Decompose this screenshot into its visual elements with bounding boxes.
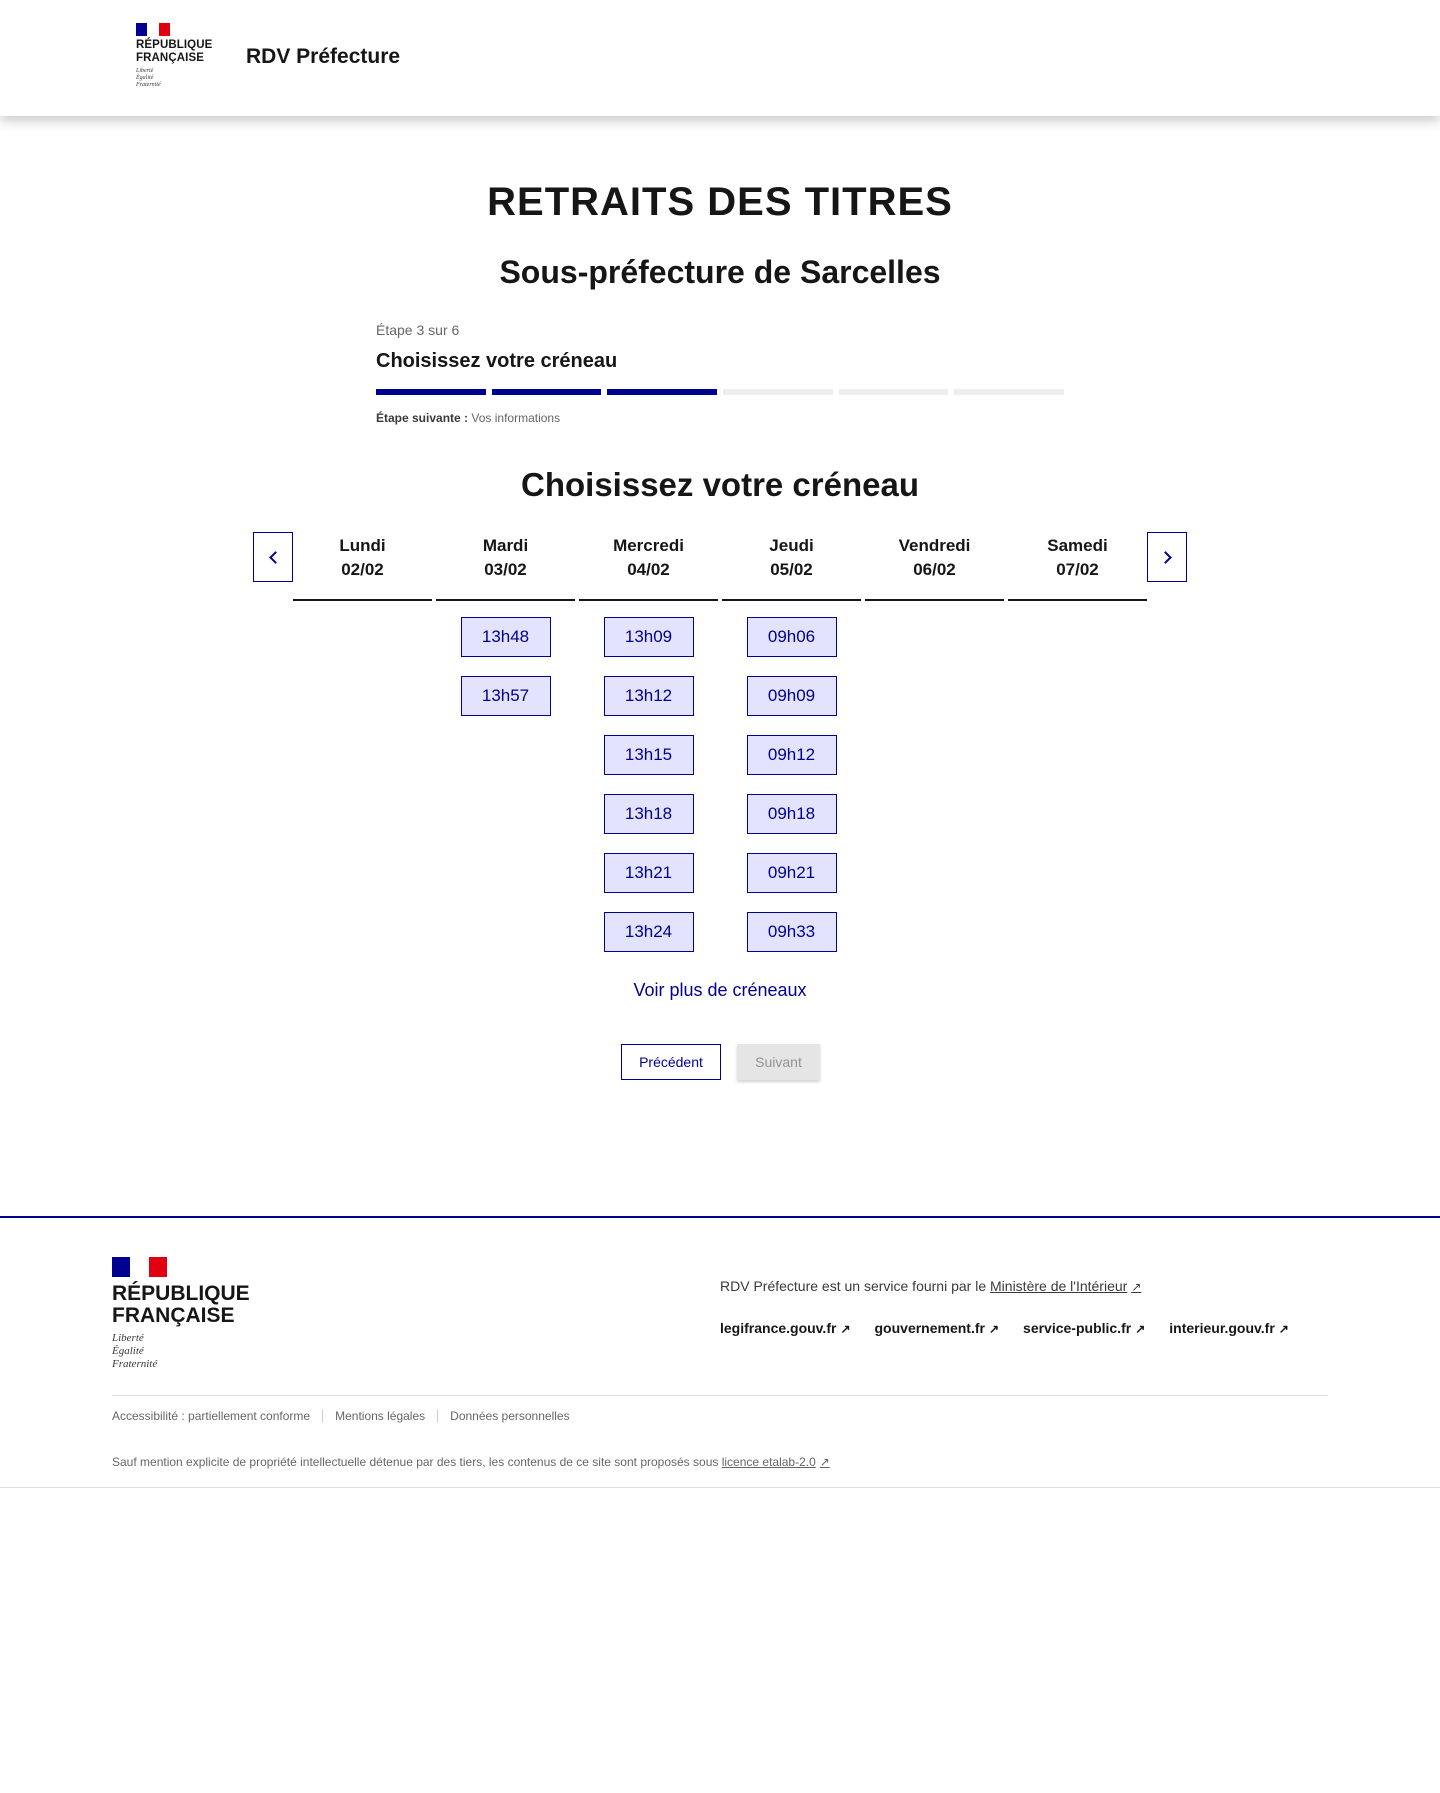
day-date: 02/02 <box>341 560 384 579</box>
footer-link-interieur[interactable] <box>1169 1320 1289 1336</box>
slot-picker-title: Choisissez votre créneau <box>521 466 919 503</box>
footer-logo-motto <box>112 1332 250 1371</box>
footer-link-legifrance[interactable] <box>720 1320 851 1336</box>
slot-calendar <box>293 532 1147 952</box>
day-column <box>579 532 718 952</box>
ministry-link-label: Ministère de l'Intérieur <box>990 1278 1128 1294</box>
logo-text <box>136 39 218 65</box>
day-header <box>722 532 861 601</box>
time-slot-button[interactable]: 13h48 <box>461 617 551 657</box>
day-name: Mardi <box>482 536 529 555</box>
time-slot-button[interactable]: 13h09 <box>604 617 694 657</box>
footer-logo-text <box>112 1283 250 1327</box>
day-column <box>293 532 432 952</box>
day-name: Jeudi <box>769 536 814 555</box>
stepper-segment <box>607 389 717 395</box>
footer-bottom-link[interactable]: Mentions légales <box>322 1409 437 1423</box>
stepper-progress <box>376 389 1064 395</box>
republique-francaise-logo[interactable] <box>136 23 218 89</box>
external-link-icon: ↗ <box>1131 1280 1142 1294</box>
license-text: Sauf mention explicite de propriété intellectuelle détenue par des tiers, les contenus de ce site sont proposés sous <box>112 1455 719 1469</box>
footer-motto-egalite: Égalité <box>112 1345 144 1357</box>
footer-bottom-link[interactable]: Accessibilité : partiellement conforme <box>112 1409 311 1423</box>
day-name: Vendredi <box>898 536 971 555</box>
slot-list <box>293 601 432 617</box>
day-date: 06/02 <box>913 560 956 579</box>
slot-list <box>1008 601 1147 617</box>
time-slot-button[interactable]: 13h15 <box>604 735 694 775</box>
motto-egalite: Égalité <box>136 75 154 81</box>
footer-bottom-link[interactable]: Données personnelles <box>437 1409 581 1423</box>
external-link-icon: ↗ <box>988 1322 1000 1336</box>
site-name[interactable]: RDV Préfecture <box>246 45 401 68</box>
external-link-icon: ↗ <box>819 1455 830 1469</box>
stepper-segment <box>954 389 1064 395</box>
motto-fraternite: Fraternité <box>136 82 161 88</box>
external-link-icon: ↗ <box>840 1322 851 1336</box>
day-header <box>579 532 718 601</box>
marianne-flag-icon <box>136 23 170 36</box>
day-name: Lundi <box>339 536 386 555</box>
license-link[interactable] <box>722 1455 830 1469</box>
footer-republique-francaise-logo[interactable] <box>112 1257 250 1371</box>
footer-link-label: interieur.gouv.fr <box>1169 1320 1275 1336</box>
footer-link-gouvernement[interactable] <box>875 1320 1000 1336</box>
time-slot-button[interactable]: 09h18 <box>747 794 837 834</box>
stepper-next <box>376 411 1064 425</box>
footer-link-service-public[interactable] <box>1023 1320 1145 1336</box>
form-actions <box>621 1044 820 1080</box>
logo-line-2: FRANÇAISE <box>136 52 204 64</box>
logo-line-1: RÉPUBLIQUE <box>136 39 213 51</box>
slot-list <box>865 601 1004 617</box>
time-slot-button[interactable]: 09h09 <box>747 676 837 716</box>
footer-link-label: gouvernement.fr <box>874 1320 985 1336</box>
external-link-icon: ↗ <box>1135 1322 1146 1336</box>
day-name: Samedi <box>1047 536 1108 555</box>
time-slot-button[interactable]: 09h21 <box>747 853 837 893</box>
time-slot-button[interactable]: 13h12 <box>604 676 694 716</box>
stepper-segment <box>492 389 602 395</box>
time-slot-button[interactable]: 13h57 <box>461 676 551 716</box>
time-slot-button[interactable]: 09h12 <box>747 735 837 775</box>
next-button: Suivant <box>737 1044 820 1080</box>
day-date: 03/02 <box>484 560 527 579</box>
more-slots-link[interactable]: Voir plus de créneaux <box>633 980 807 1000</box>
footer-motto-liberte: Liberté <box>112 1332 144 1344</box>
previous-button[interactable]: Précédent <box>621 1044 721 1080</box>
next-week-button[interactable] <box>1147 532 1187 582</box>
slot-list <box>722 601 861 952</box>
stepper-next-value: Vos informations <box>471 411 561 425</box>
footer-bottom-links <box>112 1409 582 1423</box>
footer-external-links <box>720 1320 1289 1336</box>
external-link-icon: ↗ <box>1278 1322 1289 1336</box>
previous-week-button[interactable] <box>253 532 293 582</box>
chevron-left-icon <box>269 551 282 564</box>
stepper <box>376 322 1064 425</box>
site-footer <box>0 1216 1440 1488</box>
day-header <box>436 532 575 601</box>
footer-logo-line-2: FRANÇAISE <box>112 1304 235 1327</box>
footer-link-label: legifrance.gouv.fr <box>720 1320 837 1336</box>
motto-liberte: Liberté <box>136 68 154 74</box>
time-slot-button[interactable]: 13h18 <box>604 794 694 834</box>
page-subtitle: Sous-préfecture de Sarcelles <box>499 254 941 290</box>
day-date: 07/02 <box>1056 560 1099 579</box>
logo-motto <box>136 68 218 89</box>
footer-description <box>720 1278 1141 1294</box>
footer-license <box>112 1455 830 1469</box>
footer-divider <box>112 1395 1328 1396</box>
site-header <box>0 0 1440 116</box>
day-header <box>293 532 432 601</box>
footer-motto-fraternite: Fraternité <box>112 1358 158 1370</box>
time-slot-button[interactable]: 13h21 <box>604 853 694 893</box>
time-slot-button[interactable]: 09h06 <box>747 617 837 657</box>
page-title: RETRAITS DES TITRES <box>487 180 953 224</box>
day-column <box>436 532 575 952</box>
chevron-right-icon <box>1159 551 1172 564</box>
footer-logo-line-1: RÉPUBLIQUE <box>112 1282 250 1305</box>
day-date: 05/02 <box>770 560 813 579</box>
stepper-title: Choisissez votre créneau <box>376 350 618 372</box>
slot-list <box>436 601 575 716</box>
license-link-label: licence etalab-2.0 <box>721 1455 816 1469</box>
time-slot-button[interactable]: 09h33 <box>747 912 837 952</box>
day-name: Mercredi <box>613 536 684 555</box>
stepper-count: Étape 3 sur 6 <box>376 322 460 338</box>
footer-marianne-flag-icon <box>112 1257 167 1277</box>
slot-list <box>579 601 718 952</box>
stepper-segment <box>839 389 949 395</box>
stepper-segment <box>723 389 833 395</box>
stepper-segment <box>376 389 486 395</box>
footer-link-label: service-public.fr <box>1023 1320 1132 1336</box>
day-column <box>722 532 861 952</box>
ministry-link[interactable] <box>990 1278 1141 1294</box>
time-slot-button[interactable]: 13h24 <box>604 912 694 952</box>
day-column <box>1008 532 1147 952</box>
stepper-next-label: Étape suivante : <box>376 411 469 425</box>
day-header <box>1008 532 1147 601</box>
day-header <box>865 532 1004 601</box>
footer-description-text: RDV Préfecture est un service fourni par le <box>720 1278 987 1294</box>
day-date: 04/02 <box>627 560 670 579</box>
day-column <box>865 532 1004 952</box>
